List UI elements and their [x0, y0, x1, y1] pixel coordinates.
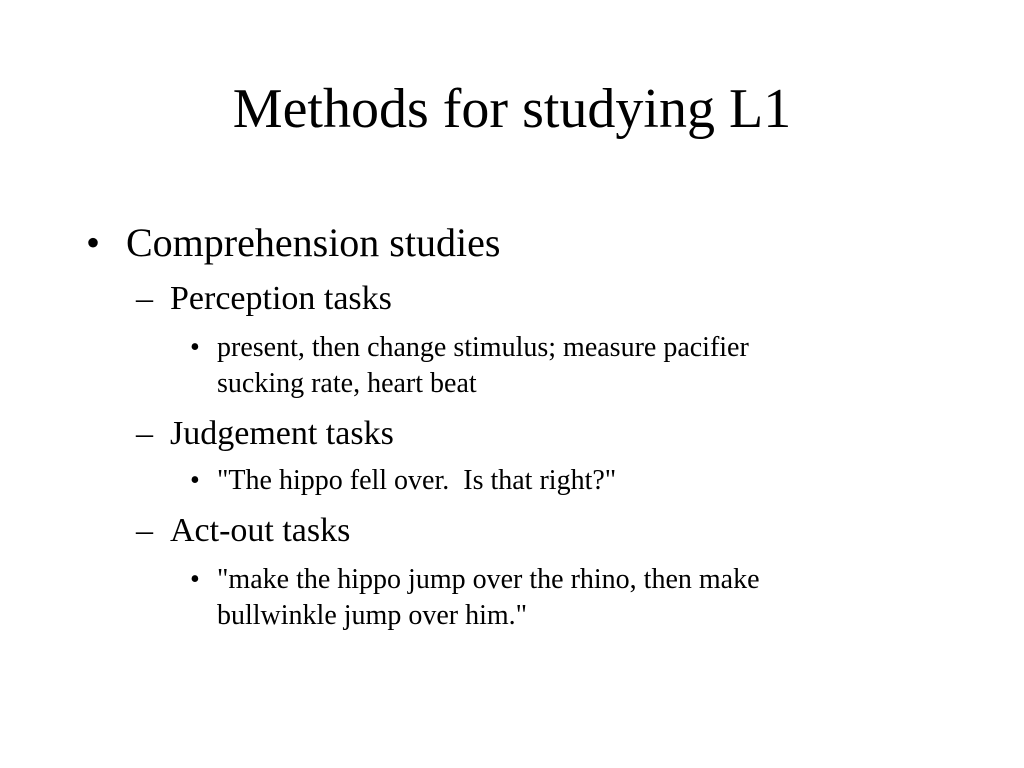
detail-line-1: "The hippo fell over. Is that right?": [217, 465, 617, 496]
detail-line-2: bullwinkle jump over him.": [217, 600, 528, 631]
subitem-text: Judgement tasks: [170, 415, 394, 452]
detail-line-1: present, then change stimulus; measure pacifier: [217, 332, 749, 363]
bullet-icon: •: [190, 564, 200, 595]
detail-line-2: sucking rate, heart beat: [217, 368, 477, 399]
bullet-icon: •: [86, 220, 101, 265]
bullet-icon: •: [190, 465, 200, 496]
bullet-icon: •: [190, 332, 200, 363]
subitem-text: Perception tasks: [170, 280, 392, 317]
subitem-text: Act-out tasks: [170, 512, 351, 549]
slide-title: Methods for studying L1: [232, 78, 792, 140]
dash-icon: –: [136, 512, 153, 549]
detail-line-1: "make the hippo jump over the rhino, then make: [217, 564, 760, 595]
dash-icon: –: [136, 280, 153, 317]
dash-icon: –: [136, 415, 153, 452]
bullet-text: Comprehension studies: [126, 220, 501, 265]
